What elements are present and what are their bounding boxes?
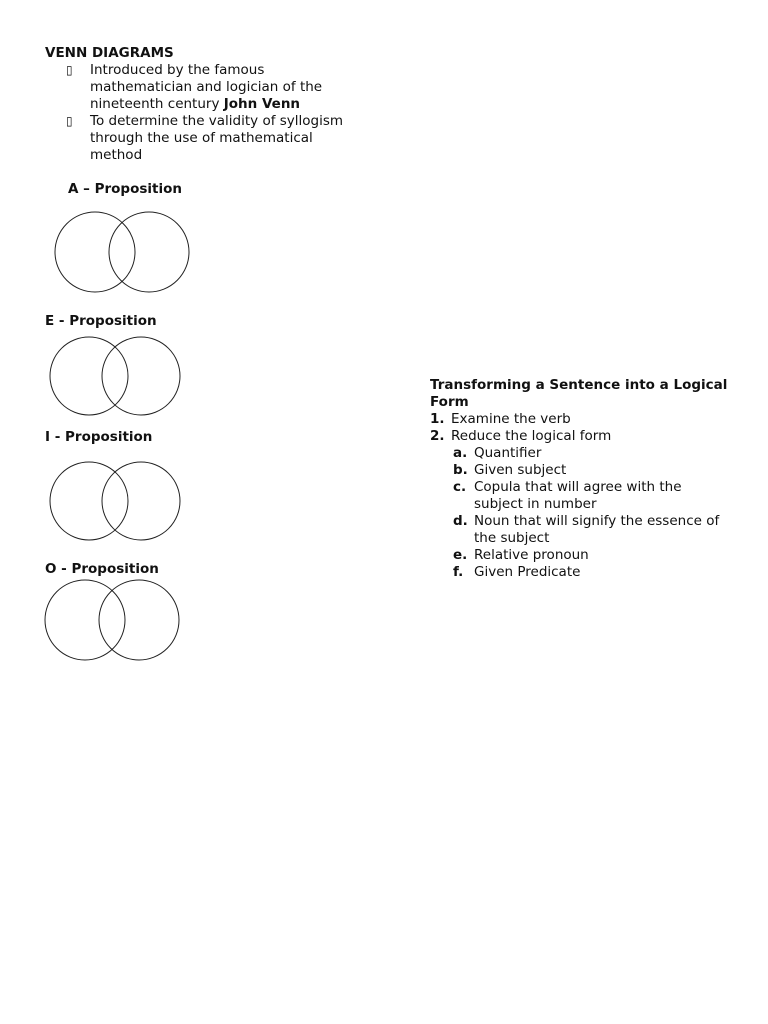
list-item bbox=[430, 411, 730, 428]
subject-circle bbox=[45, 580, 125, 660]
list-item bbox=[453, 445, 730, 462]
substep-text: Given Predicate bbox=[474, 564, 581, 580]
list-item bbox=[453, 547, 730, 564]
bullet-text bbox=[90, 113, 366, 164]
substep-letter: e. bbox=[453, 547, 468, 563]
substep-letter: f. bbox=[453, 564, 464, 580]
list-item bbox=[66, 62, 366, 113]
list-item bbox=[430, 428, 730, 445]
predicate-circle bbox=[109, 212, 189, 292]
bullet-text-body: Introduced by the famous mathematician and logician of the nineteenth century bbox=[90, 62, 323, 112]
list-item bbox=[453, 479, 730, 513]
substep-letter: b. bbox=[453, 462, 468, 478]
bullet-text bbox=[90, 62, 366, 113]
subject-circle bbox=[50, 462, 128, 540]
bullet-marker-icon: ▯ bbox=[66, 114, 73, 128]
page-title: VENN DIAGRAMS bbox=[45, 45, 174, 61]
predicate-circle bbox=[102, 462, 180, 540]
i-proposition-venn-diagram bbox=[45, 459, 185, 545]
bullet-marker-icon: ▯ bbox=[66, 63, 73, 77]
i-proposition-label: I - Proposition bbox=[45, 429, 153, 445]
a-proposition-label: A – Proposition bbox=[68, 181, 182, 197]
substep-text: Quantifier bbox=[474, 445, 542, 461]
predicate-circle bbox=[102, 337, 180, 415]
substep-text: Given subject bbox=[474, 462, 567, 478]
step-text: Examine the verb bbox=[451, 411, 571, 427]
step-number: 1. bbox=[430, 411, 445, 427]
step-number: 2. bbox=[430, 428, 445, 444]
substep-text: Noun that will signify the essence of the subject bbox=[474, 513, 720, 546]
substep-letter: a. bbox=[453, 445, 468, 461]
o-proposition-label: O - Proposition bbox=[45, 561, 159, 577]
a-proposition-venn-diagram bbox=[50, 208, 195, 298]
substep-letter: d. bbox=[453, 513, 468, 529]
list-item bbox=[453, 513, 730, 547]
subject-circle bbox=[55, 212, 135, 292]
predicate-circle bbox=[99, 580, 179, 660]
substep-text: Relative pronoun bbox=[474, 547, 589, 563]
substep-list bbox=[430, 445, 730, 581]
bullet-text-bold: John Venn bbox=[223, 96, 301, 112]
substep-text: Copula that will agree with the subject in number bbox=[474, 479, 682, 512]
list-item bbox=[453, 462, 730, 479]
transform-heading: Transforming a Sentence into a Logical Form bbox=[430, 377, 728, 410]
substep-letter: c. bbox=[453, 479, 467, 495]
e-proposition-label: E - Proposition bbox=[45, 313, 157, 329]
transform-section bbox=[430, 377, 730, 581]
e-proposition-venn-diagram bbox=[45, 334, 185, 420]
step-text: Reduce the logical form bbox=[451, 428, 612, 444]
o-proposition-venn-diagram bbox=[40, 577, 185, 665]
intro-bullet-list bbox=[66, 62, 366, 164]
bullet-text-body: To determine the validity of syllogism through the use of mathematical method bbox=[90, 113, 344, 163]
list-item bbox=[453, 564, 730, 581]
list-item bbox=[66, 113, 366, 164]
subject-circle bbox=[50, 337, 128, 415]
